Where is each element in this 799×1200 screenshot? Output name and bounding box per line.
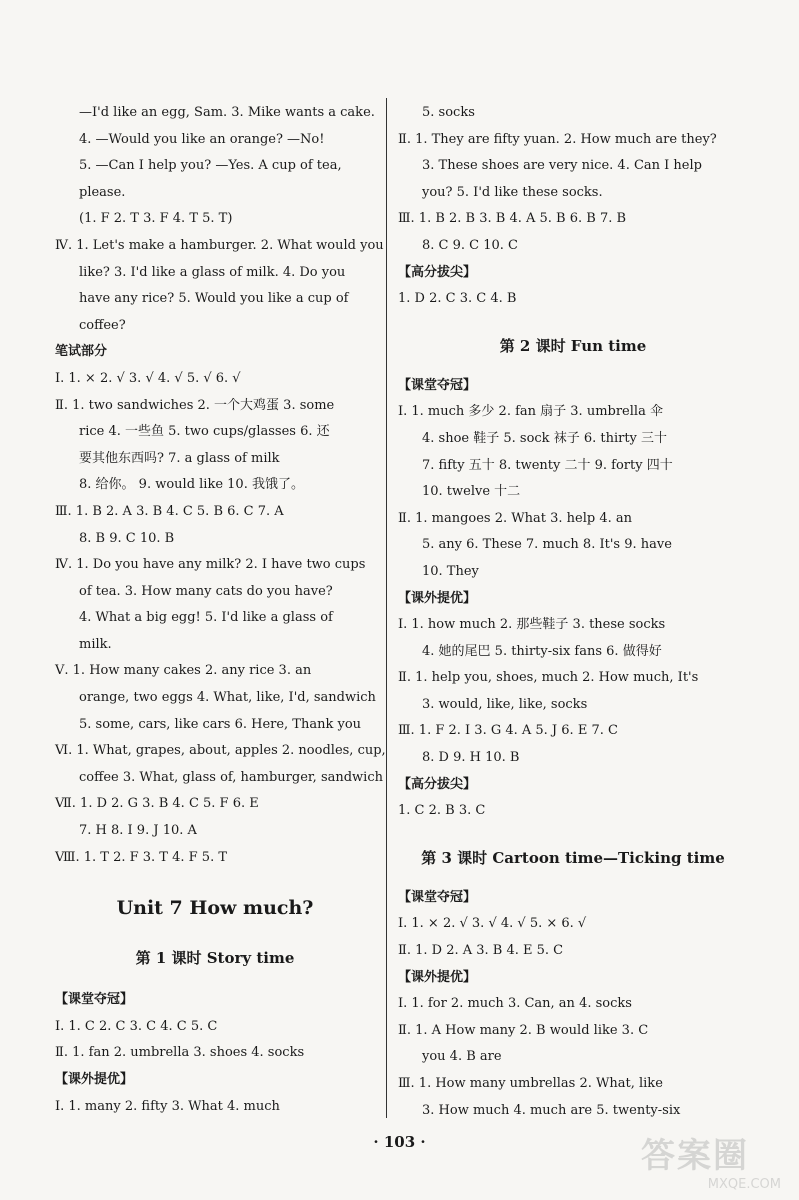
answer-line: Ⅲ. 1. How many umbrellas 2. What, like — [398, 1076, 663, 1091]
answer-line: Ⅱ. 1. two sandwiches 2. 一个大鸡蛋 3. some — [55, 397, 335, 413]
high-score-answers-1 — [398, 286, 748, 313]
right-column — [398, 100, 748, 1124]
lesson1-section-class: 【课堂夺冠】 — [55, 992, 134, 1008]
lesson3-section-extra: 【课外提优】 — [398, 969, 477, 985]
lesson2-section-extra: 【课外提优】 — [398, 590, 477, 606]
answer-line: 4. —Would you like an orange? —No! — [79, 131, 325, 147]
answer-line: Ⅰ. 1. × 2. √ 3. √ 4. √ 5. √ 6. √ — [55, 370, 241, 386]
lesson2-extra-answers — [398, 612, 748, 772]
lesson1-section-extra: 【课外提优】 — [55, 1072, 134, 1087]
answer-line: 10. They — [422, 563, 479, 579]
answer-line: Ⅰ. 1. C 2. C 3. C 4. C 5. C — [55, 1018, 218, 1034]
answer-line: Ⅲ. 1. B 2. B 3. B 4. A 5. B 6. B 7. B — [398, 211, 627, 227]
answer-line: 4. shoe 鞋子 5. sock 袜子 6. thirty 三十 — [422, 430, 668, 446]
answer-line: Ⅰ. 1. how much 2. 那些鞋子 3. these socks — [398, 617, 666, 633]
answer-line: 5. —Can I help you? —Yes. A cup of tea, — [79, 158, 342, 174]
answer-line: like? 3. I'd like a glass of milk. 4. Do you — [79, 264, 346, 280]
answer-line: coffee 3. What, glass of, hamburger, sandwich — [79, 769, 383, 785]
answer-line: 8. C 9. C 10. C — [422, 237, 518, 253]
answer-line: 7. H 8. I 9. J 10. A — [79, 823, 197, 839]
answer-line: Ⅱ. 1. They are fifty yuan. 2. How much are they? — [398, 131, 717, 147]
answer-line: 5. some, cars, like cars 6. Here, Thank you — [79, 716, 362, 732]
lesson2-title: 第 2 课时 Fun time — [499, 336, 647, 355]
written-section-heading: 笔试部分 — [55, 344, 108, 360]
answer-line: milk. — [79, 636, 112, 652]
answer-line: 4. 她的尾巴 5. thirty-six fans 6. 做得好 — [422, 643, 662, 659]
watermark-text: 答案圈 — [641, 1136, 749, 1176]
answer-line: Ⅱ. 1. A How many 2. B would like 3. C — [398, 1022, 649, 1038]
column-divider — [386, 98, 387, 1118]
answer-line: coffee? — [79, 317, 126, 333]
answer-line: Ⅰ. 1. × 2. √ 3. √ 4. √ 5. × 6. √ — [398, 916, 587, 932]
lesson1-title: 第 1 课时 Story time — [135, 949, 295, 968]
answer-line: Ⅲ. 1. F 2. I 3. G 4. A 5. J 6. E 7. C — [398, 723, 618, 739]
answer-line: Ⅴ. 1. How many cakes 2. any rice 3. an — [55, 663, 312, 679]
answer-line: Ⅰ. 1. much 多少 2. fan 扇子 3. umbrella 伞 — [398, 404, 663, 420]
answer-line: 3. These shoes are very nice. 4. Can I help — [422, 158, 702, 174]
left-top-block — [55, 100, 384, 339]
answer-line: 3. would, like, like, socks — [422, 696, 588, 712]
answer-line: Ⅷ. 1. T 2. F 3. T 4. F 5. T — [55, 849, 228, 865]
answer-line: you? 5. I'd like these socks. — [422, 184, 603, 200]
answer-line: Ⅱ. 1. help you, shoes, much 2. How much, It's — [398, 670, 699, 686]
watermark-logo — [641, 1128, 781, 1192]
answer-line: Ⅰ. 1. for 2. much 3. Can, an 4. socks — [398, 996, 632, 1012]
right-top-block — [398, 100, 748, 260]
answer-line: you 4. B are — [422, 1049, 502, 1065]
page-number: · 103 · — [373, 1133, 426, 1151]
watermark-url: MXQE.COM — [707, 1177, 781, 1192]
answer-line: Ⅶ. 1. D 2. G 3. B 4. C 5. F 6. E — [55, 796, 259, 812]
lesson3-class-answers — [398, 911, 748, 964]
answer-line: Ⅱ. 1. mangoes 2. What 3. help 4. an — [398, 510, 632, 526]
answer-line: have any rice? 5. Would you like a cup of — [79, 291, 349, 307]
answer-line: 8. D 9. H 10. B — [422, 750, 520, 766]
answer-line: Ⅰ. 1. many 2. fifty 3. What 4. much — [55, 1098, 280, 1114]
answer-line: —I'd like an egg, Sam. 3. Mike wants a cake. — [79, 105, 375, 120]
answer-line: 5. socks — [422, 105, 475, 120]
lesson2-class-answers — [398, 399, 748, 585]
answer-line: 1. D 2. C 3. C 4. B — [398, 291, 517, 307]
answer-line: Ⅱ. 1. D 2. A 3. B 4. E 5. C — [398, 943, 564, 959]
answer-line: 4. What a big egg! 5. I'd like a glass of — [79, 610, 333, 626]
left-column — [55, 100, 386, 1120]
high-score-section-1: 【高分拔尖】 — [398, 264, 477, 280]
answer-line: please. — [79, 184, 126, 200]
lesson1-class-answers — [55, 1014, 375, 1067]
lesson3-extra-answers — [398, 991, 748, 1124]
lesson1-extra-answers — [55, 1094, 375, 1121]
answer-line: Ⅳ. 1. Let's make a hamburger. 2. What would you — [55, 237, 384, 253]
answer-line: Ⅳ. 1. Do you have any milk? 2. I have two cups — [55, 557, 366, 573]
lesson3-section-class: 【课堂夺冠】 — [398, 889, 477, 905]
answer-line: 8. 给你。 9. would like 10. 我饿了。 — [79, 477, 304, 493]
answer-line: 1. C 2. B 3. C — [398, 803, 486, 819]
answer-line: 10. twelve 十二 — [422, 484, 521, 500]
answer-line: 要其他东西吗? 7. a glass of milk — [79, 450, 280, 466]
answer-line: (1. F 2. T 3. F 4. T 5. T) — [79, 211, 233, 227]
unit-title: Unit 7 How much? — [116, 897, 314, 920]
answer-line: rice 4. 一些鱼 5. two cups/glasses 6. 还 — [79, 424, 330, 440]
written-answers-block — [55, 366, 386, 871]
answer-line: 8. B 9. C 10. B — [79, 530, 175, 546]
answer-line: 3. How much 4. much are 5. twenty-six — [422, 1102, 681, 1118]
answer-line: orange, two eggs 4. What, like, I'd, sandwich — [79, 690, 376, 706]
high-score-answers-2 — [398, 798, 748, 825]
answer-line: Ⅵ. 1. What, grapes, about, apples 2. noodles, cup, — [55, 743, 386, 759]
lesson3-title: 第 3 课时 Cartoon time—Ticking time — [421, 848, 725, 867]
answer-line: of tea. 3. How many cats do you have? — [79, 583, 333, 599]
high-score-section-2: 【高分拔尖】 — [398, 776, 477, 792]
answer-line: 7. fifty 五十 8. twenty 二十 9. forty 四十 — [422, 457, 673, 473]
answer-line: Ⅱ. 1. fan 2. umbrella 3. shoes 4. socks — [55, 1045, 305, 1061]
answer-line: 5. any 6. These 7. much 8. It's 9. have — [422, 537, 672, 553]
answer-line: Ⅲ. 1. B 2. A 3. B 4. C 5. B 6. C 7. A — [55, 503, 284, 519]
lesson2-section-class: 【课堂夺冠】 — [398, 377, 477, 393]
